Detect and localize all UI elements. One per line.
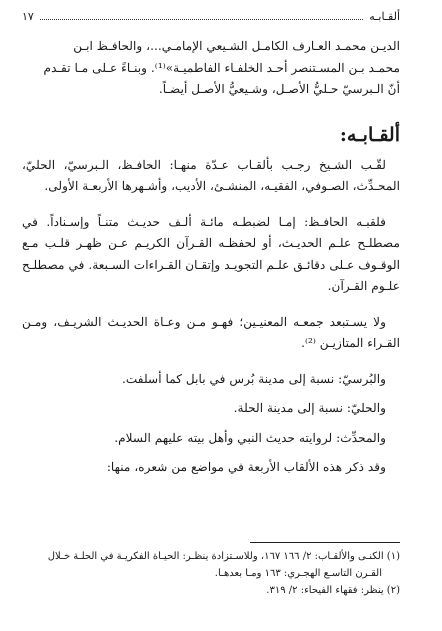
list-item-muhaddith: والمحدِّث: لروايته حديث النبي وأهل بيته عليهم السلام. — [114, 430, 386, 445]
list-item-hilli: والحليّ: نسبة إلى مدينة الحلة. — [233, 401, 386, 415]
running-header — [22, 8, 400, 24]
intro-line-3: أنّ الـبرسيّ حـليُّ الأصـل، وشـيعيُّ الأصـل أيضـاً. — [158, 82, 400, 96]
footnote-1-line-1: (١) الكنـى والألقـاب: ٢/ ١٦٦ ١٦٧، وللاسـتزادة ينظـر: الحيـاة الفكريـة في الحلـة خـلال — [47, 551, 400, 562]
footnote-1-line-2: القـرن التاسـع الهجـري: ١٦٣ ومـا بعدهـا. — [214, 568, 382, 579]
paragraph-hafiz: فلقبـه الحافـظ: إمـا لضبطـه مائـة ألـف حديـث متنـاً وإسـناداً. في مصطلـح علـم الحديـث، أو لحفظـه القـرآن الكريـم عـن ظهـر قلـب مـع الوقـوف عـلى دقائـق علـم التجويـد وإتقـان القـراءات السـبعة. في مصطلـح علـوم القـرآن. — [22, 214, 400, 293]
running-header-title: ألقـابـه — [369, 9, 400, 23]
footnotes — [22, 548, 400, 599]
footnote-separator — [250, 542, 400, 543]
header-dotted-leader — [40, 13, 363, 20]
intro-line-1: الديـن محمـد العـارف الكامـل الشـيعي الإمامـي...، والحافـظ ابـن — [73, 39, 400, 53]
paragraph-titles: لقّـب الشـيخ رجـب بألقـاب عـدّة منهـا: الحافـظ، الـبرسيّ، الحليّ، المحـدِّث، الصـوفي، الفقيـه، المنشـئ، الأديب، وأشـهرها الأربعـة الأولى. — [22, 157, 400, 193]
body-text — [22, 36, 400, 487]
intro-line-2: محمـد بـن المسـتنصر أحـد الخلفـاء الفاطميـة»⁽¹⁾. وبنـاءً عـلى مـا تقـدم — [43, 60, 400, 75]
page-number: ١٧ — [22, 9, 34, 23]
section-heading: ألقـابـه: — [339, 123, 400, 146]
footnote-2: (٢) ينظر: فقهاء الفيحاء: ٢/ ٣١٩. — [266, 585, 400, 596]
list-item-poetry-intro: وقد ذكر هذه الألقاب الأربعة في مواضع من شعره، منها: — [106, 460, 386, 474]
list-item-bursi: والبُرسيّ: نسبة إلى مدينة بُرس في بابل كما أسلفت. — [121, 371, 386, 386]
paragraph-combined: ولا يسـتبعد جمعـه المعنيـين؛ فهـو مـن وعـاة الحديـث الشريـف، ومـن القـراء المتازيـن ⁽²⁾. — [22, 314, 400, 350]
